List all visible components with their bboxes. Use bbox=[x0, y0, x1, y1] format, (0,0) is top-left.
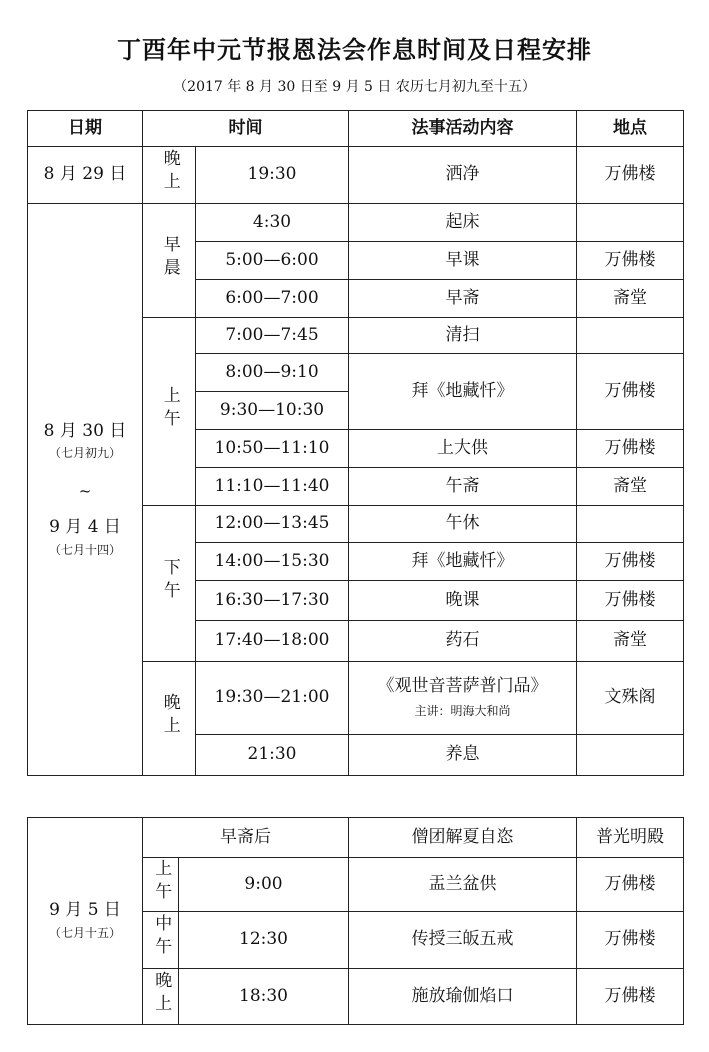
activity-cell: 药石 bbox=[349, 621, 577, 662]
activity-cell: 午斋 bbox=[349, 468, 577, 506]
period-cell bbox=[143, 147, 196, 204]
activity-cell: 早课 bbox=[349, 242, 577, 280]
period-cell bbox=[143, 969, 179, 1025]
activity-cell: 传授三皈五戒 bbox=[349, 912, 577, 969]
activity-cell bbox=[349, 662, 577, 735]
activity-cell: 早斋 bbox=[349, 280, 577, 318]
place-cell: 斋堂 bbox=[577, 621, 684, 662]
place-cell: 万佛楼 bbox=[577, 430, 684, 468]
date-cell bbox=[28, 818, 143, 1025]
activity-cell: 拜《地藏忏》 bbox=[349, 354, 577, 430]
period-label: 早晨 bbox=[159, 234, 180, 281]
place-cell: 万佛楼 bbox=[577, 858, 684, 912]
place-cell: 文殊阁 bbox=[577, 662, 684, 735]
period-label: 晚上 bbox=[151, 970, 172, 1017]
header-date: 日期 bbox=[28, 111, 143, 147]
lunar-final: （七月十五） bbox=[48, 925, 121, 940]
header-time: 时间 bbox=[143, 111, 349, 147]
time-cell: 19:30—21:00 bbox=[196, 662, 349, 735]
activity-cell: 午休 bbox=[349, 506, 577, 543]
activity-cell: 洒净 bbox=[349, 147, 577, 204]
table-row bbox=[28, 818, 684, 858]
time-cell: 5:00—6:00 bbox=[196, 242, 349, 280]
activity-cell: 施放瑜伽焰口 bbox=[349, 969, 577, 1025]
header-place: 地点 bbox=[577, 111, 684, 147]
period-label: 中午 bbox=[151, 914, 172, 961]
period-label: 上午 bbox=[151, 858, 172, 905]
date-start: 8 月 30 日 bbox=[43, 420, 127, 441]
date-range-separator: ~ bbox=[78, 481, 92, 500]
period-cell bbox=[143, 662, 196, 776]
lunar-end: （七月十四） bbox=[48, 542, 121, 557]
page-title: 丁酉年中元节报恩法会作息时间及日程安排 bbox=[117, 36, 592, 64]
place-cell: 万佛楼 bbox=[577, 581, 684, 621]
time-cell: 7:00—7:45 bbox=[196, 318, 349, 354]
date-cell: 8 月 29 日 bbox=[28, 147, 143, 204]
schedule-table-final-day bbox=[27, 817, 684, 1025]
period-label: 上午 bbox=[159, 385, 180, 432]
date-final: 9 月 5 日 bbox=[49, 900, 121, 921]
time-cell: 早斋后 bbox=[143, 818, 349, 858]
period-cell bbox=[143, 912, 179, 969]
place-cell: 斋堂 bbox=[577, 468, 684, 506]
page-subtitle: （2017 年 8 月 30 日至 9 月 5 日 农历七月初九至十五） bbox=[173, 79, 536, 95]
place-cell bbox=[577, 204, 684, 242]
activity-cell: 上大供 bbox=[349, 430, 577, 468]
time-cell: 11:10—11:40 bbox=[196, 468, 349, 506]
activity-cell: 拜《地藏忏》 bbox=[349, 543, 577, 581]
activity-cell: 清扫 bbox=[349, 318, 577, 354]
place-cell bbox=[577, 735, 684, 776]
place-cell: 普光明殿 bbox=[577, 818, 684, 858]
schedule-table-main bbox=[27, 110, 684, 776]
activity-cell: 养息 bbox=[349, 735, 577, 776]
date-end: 9 月 4 日 bbox=[49, 517, 121, 538]
time-cell: 17:40—18:00 bbox=[196, 621, 349, 662]
time-cell: 14:00—15:30 bbox=[196, 543, 349, 581]
place-cell: 万佛楼 bbox=[577, 969, 684, 1025]
time-cell: 19:30 bbox=[196, 147, 349, 204]
time-cell: 16:30—17:30 bbox=[196, 581, 349, 621]
place-cell bbox=[577, 318, 684, 354]
speaker-note: 主讲：明海大和尚 bbox=[414, 703, 511, 718]
table-row bbox=[28, 204, 684, 242]
table-row bbox=[28, 147, 684, 204]
period-cell bbox=[143, 858, 179, 912]
table-header-row bbox=[28, 111, 684, 147]
time-cell: 10:50—11:10 bbox=[196, 430, 349, 468]
time-cell: 18:30 bbox=[179, 969, 349, 1025]
place-cell: 万佛楼 bbox=[577, 543, 684, 581]
period-cell bbox=[143, 204, 196, 318]
place-cell: 万佛楼 bbox=[577, 242, 684, 280]
place-cell: 万佛楼 bbox=[577, 912, 684, 969]
activity-cell: 起床 bbox=[349, 204, 577, 242]
place-cell: 斋堂 bbox=[577, 280, 684, 318]
header-activity: 法事活动内容 bbox=[349, 111, 577, 147]
period-cell bbox=[143, 318, 196, 506]
period-label: 晚上 bbox=[159, 149, 180, 196]
lunar-start: （七月初九） bbox=[48, 446, 121, 461]
time-cell: 6:00—7:00 bbox=[196, 280, 349, 318]
time-cell: 12:30 bbox=[179, 912, 349, 969]
time-cell: 9:30—10:30 bbox=[196, 392, 349, 430]
period-label: 下午 bbox=[159, 557, 180, 604]
activity-cell: 僧团解夏自恣 bbox=[349, 818, 577, 858]
place-cell: 万佛楼 bbox=[577, 354, 684, 430]
place-cell bbox=[577, 506, 684, 543]
time-cell: 8:00—9:10 bbox=[196, 354, 349, 392]
time-cell: 12:00—13:45 bbox=[196, 506, 349, 543]
activity-title: 《观世音菩萨普门品》 bbox=[377, 676, 548, 697]
place-cell: 万佛楼 bbox=[577, 147, 684, 204]
period-cell bbox=[143, 506, 196, 662]
activity-cell: 盂兰盆供 bbox=[349, 858, 577, 912]
time-cell: 4:30 bbox=[196, 204, 349, 242]
activity-cell: 晚课 bbox=[349, 581, 577, 621]
period-label: 晚上 bbox=[159, 692, 180, 739]
time-cell: 21:30 bbox=[196, 735, 349, 776]
time-cell: 9:00 bbox=[179, 858, 349, 912]
date-range-cell bbox=[28, 204, 143, 776]
